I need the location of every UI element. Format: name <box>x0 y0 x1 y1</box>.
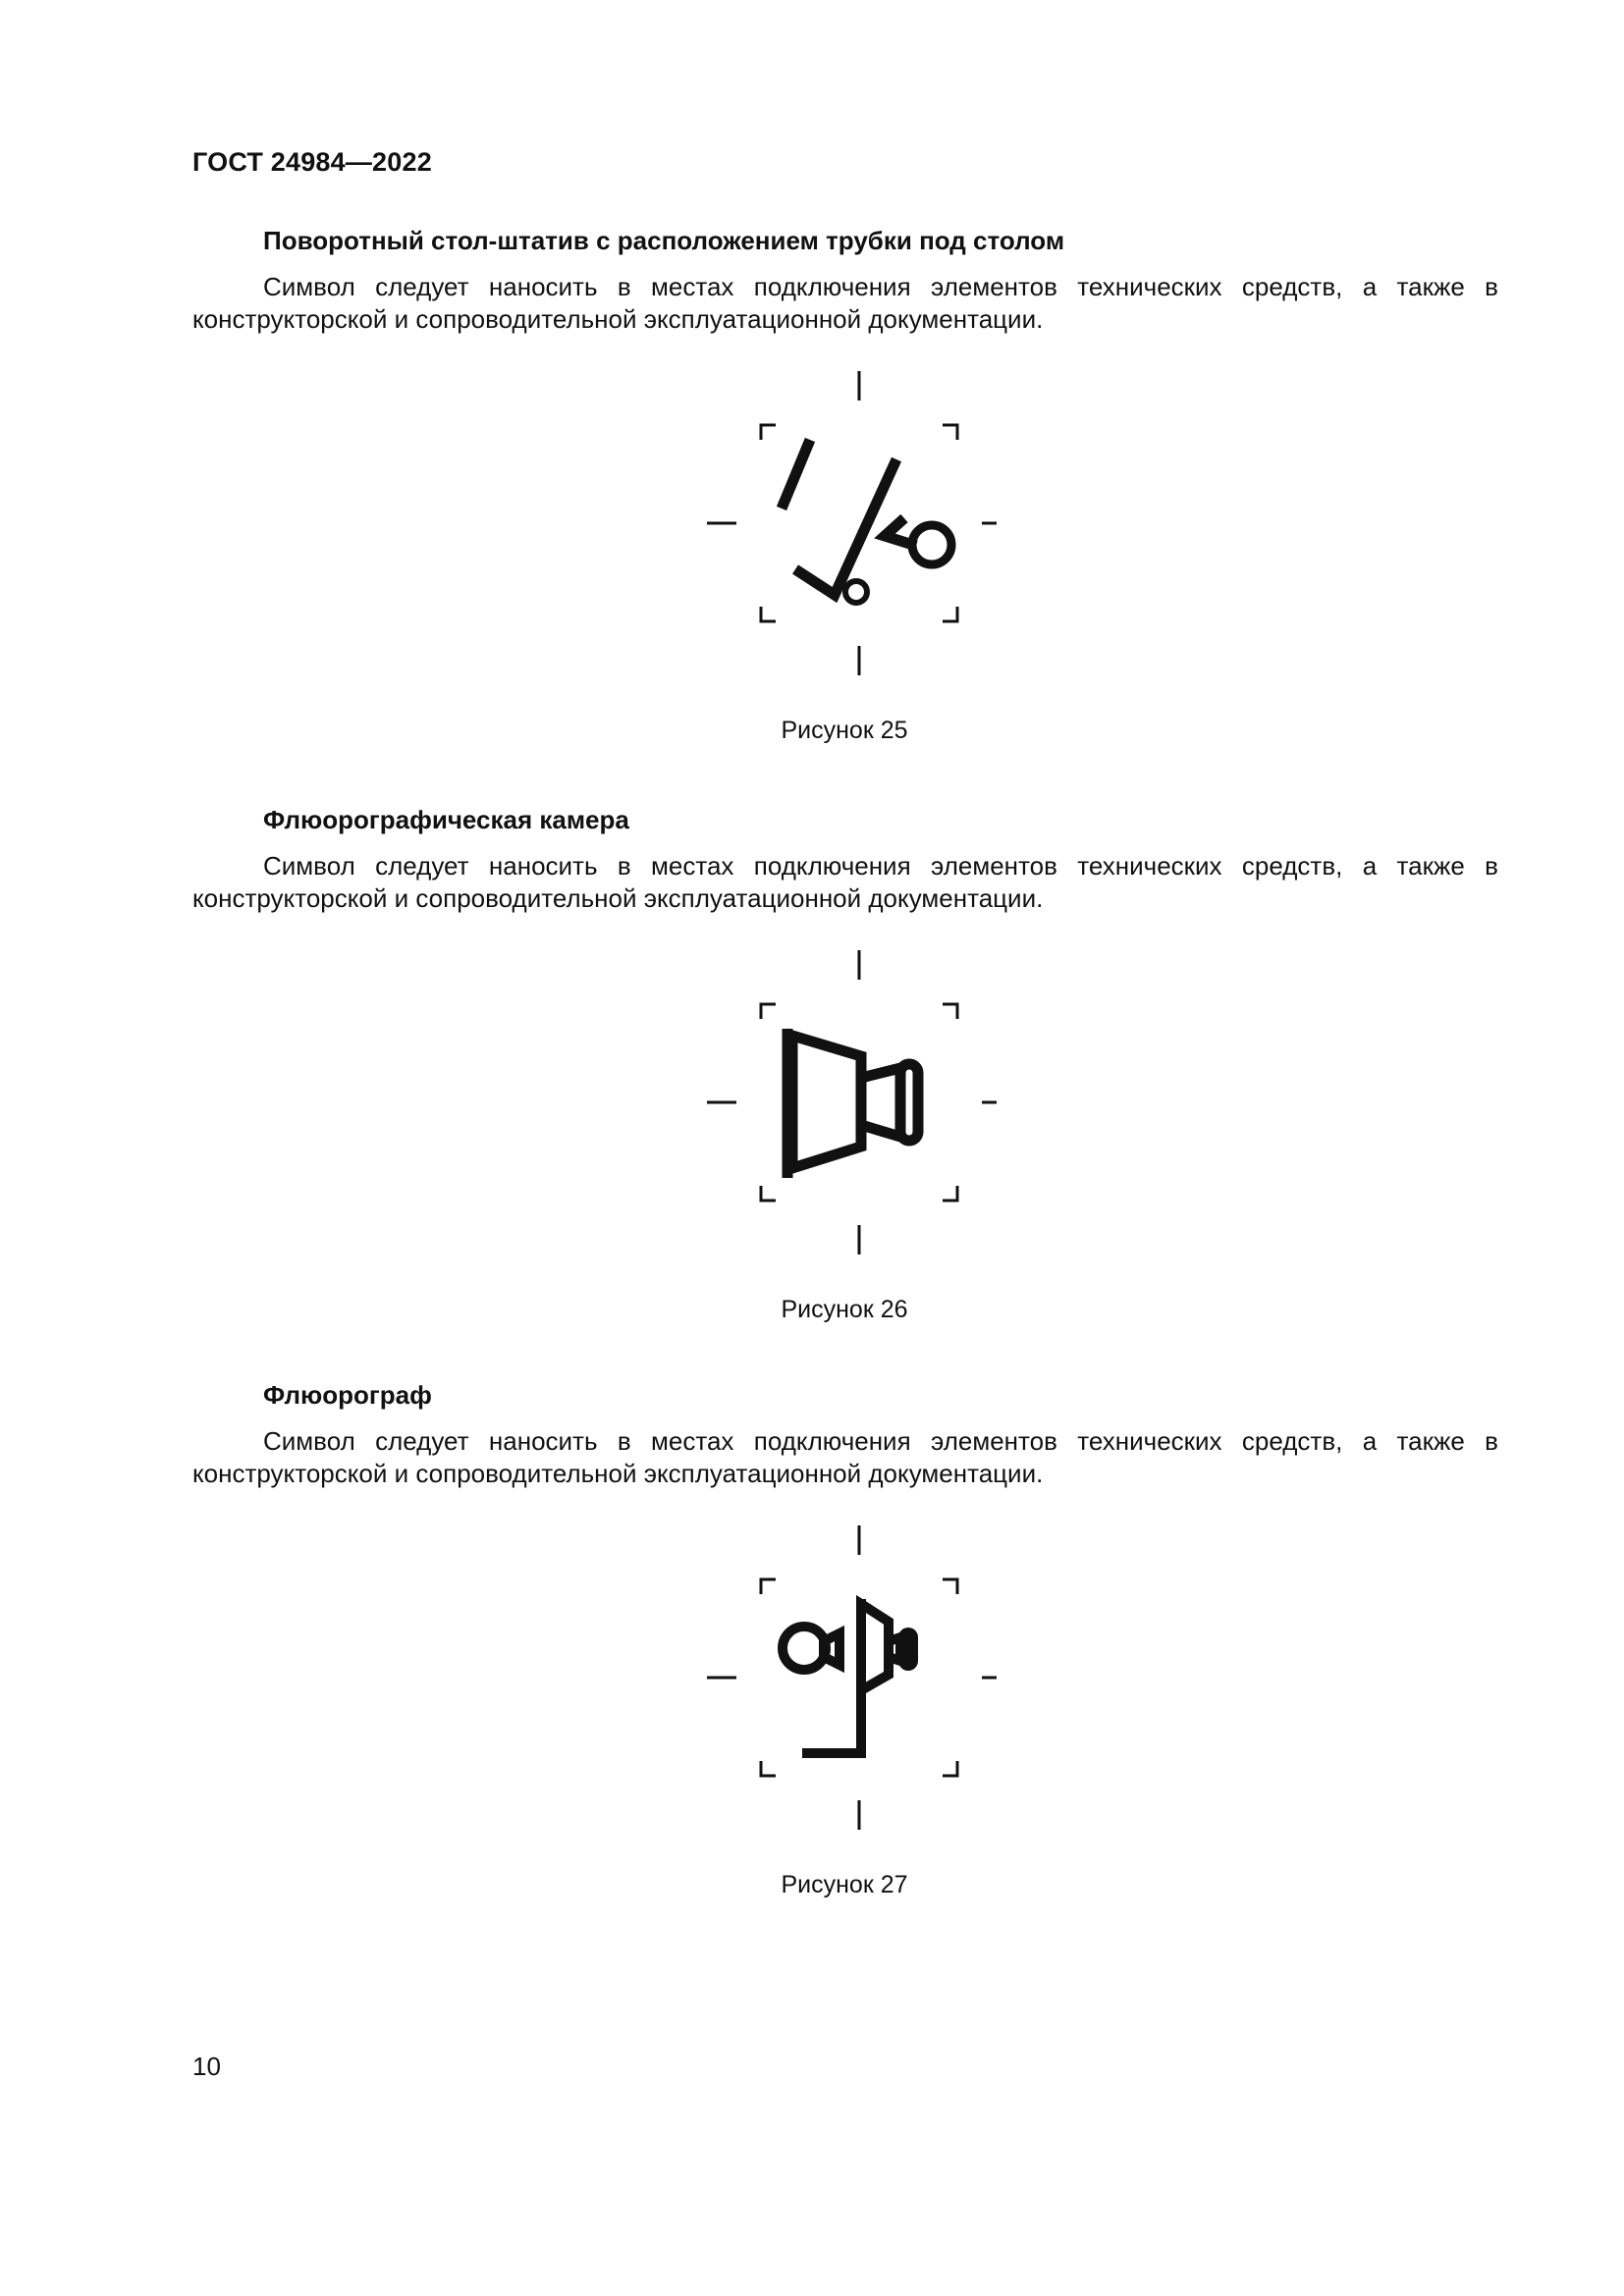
figure-27 <box>692 1525 997 1830</box>
figure-caption: Рисунок 27 <box>781 1871 908 1898</box>
page-number: 10 <box>192 2052 221 2081</box>
section-title-fluorographic-camera: Флюорографическая камера <box>263 805 629 834</box>
document-code: ГОСТ 24984—2022 <box>192 147 432 177</box>
fluorographic-camera-icon <box>692 950 997 1255</box>
section-text-fluorographic-camera: Символ следует наносить в местах подключения элементов технических средств, а также в конструкторской и сопроводительной эксплуатационной документации. <box>192 851 1498 913</box>
figure-25 <box>692 371 997 675</box>
section-text-rotating-table: Символ следует наносить в местах подключения элементов технических средств, а также в конструкторской и сопроводительной эксплуатационной документации. <box>192 272 1498 334</box>
figure-caption: Рисунок 25 <box>781 717 908 744</box>
rotating-table-stand-tube-under-table-icon <box>692 371 997 675</box>
figure-caption: Рисунок 26 <box>781 1296 908 1323</box>
figure-26 <box>692 950 997 1255</box>
fluorograph-icon <box>692 1525 997 1830</box>
section-title-fluorograph: Флюорограф <box>263 1380 432 1410</box>
section-text-fluorograph: Символ следует наносить в местах подключения элементов технических средств, а также в конструкторской и сопроводительной эксплуатационной документации. <box>192 1426 1498 1488</box>
section-title-rotating-table: Поворотный стол-штатив с расположением трубки под столом <box>263 226 1065 255</box>
